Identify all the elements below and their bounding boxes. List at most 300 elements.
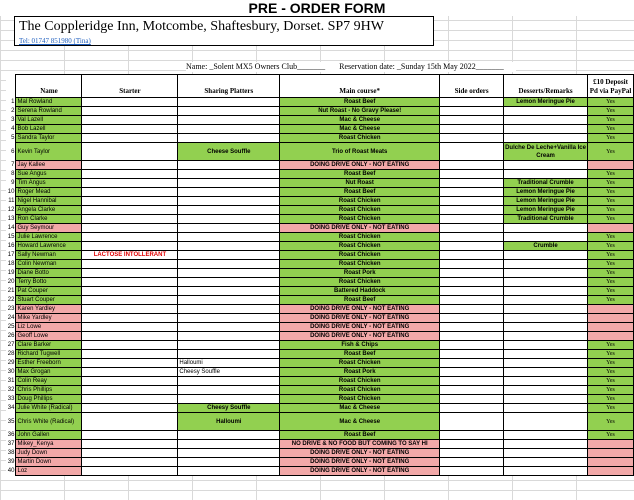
cell-deposit[interactable]: Yes (588, 296, 634, 305)
cell-dessert[interactable]: Crumble (504, 242, 588, 251)
cell-side-orders[interactable] (440, 170, 504, 179)
cell-main-course[interactable]: Nut Roast - No Gravy Please! (280, 107, 440, 116)
cell-sharing[interactable] (178, 440, 280, 449)
table-row[interactable] (6, 404, 634, 413)
cell-side-orders[interactable] (440, 368, 504, 377)
cell-starter[interactable] (82, 350, 178, 359)
cell-name[interactable]: Mikey_Kenya (16, 440, 82, 449)
table-row[interactable] (6, 440, 634, 449)
cell-starter[interactable] (82, 458, 178, 467)
cell-main-course[interactable]: Roast Beef (280, 188, 440, 197)
cell-side-orders[interactable] (440, 188, 504, 197)
cell-name[interactable]: Doug Phillips (16, 395, 82, 404)
table-row[interactable] (6, 197, 634, 206)
cell-name[interactable]: Pat Couper (16, 287, 82, 296)
cell-side-orders[interactable] (440, 386, 504, 395)
cell-name[interactable]: Bob Lazell (16, 125, 82, 134)
cell-dessert[interactable] (504, 278, 588, 287)
cell-main-course[interactable]: Roast Beef (280, 170, 440, 179)
cell-name[interactable]: Karen Yardley (16, 305, 82, 314)
cell-dessert[interactable] (504, 161, 588, 170)
table-row[interactable] (6, 170, 634, 179)
cell-sharing[interactable] (178, 377, 280, 386)
cell-dessert[interactable] (504, 413, 588, 431)
table-row[interactable] (6, 467, 634, 476)
cell-deposit[interactable]: Yes (588, 386, 634, 395)
cell-main-course[interactable]: DOING DRIVE ONLY - NOT EATING (280, 467, 440, 476)
table-row[interactable] (6, 314, 634, 323)
cell-sharing[interactable]: Cheesy Souffle (178, 368, 280, 377)
cell-name[interactable]: Richard Tugwell (16, 350, 82, 359)
cell-starter[interactable] (82, 323, 178, 332)
cell-side-orders[interactable] (440, 449, 504, 458)
cell-starter[interactable] (82, 224, 178, 233)
table-row[interactable] (6, 260, 634, 269)
table-row[interactable] (6, 449, 634, 458)
table-row[interactable] (6, 179, 634, 188)
cell-main-course[interactable]: Roast Chicken (280, 260, 440, 269)
cell-dessert[interactable] (504, 341, 588, 350)
table-row[interactable] (6, 413, 634, 431)
cell-name[interactable]: Chris Phillips (16, 386, 82, 395)
cell-starter[interactable] (82, 242, 178, 251)
cell-name[interactable]: Julie Lawrence (16, 233, 82, 242)
cell-main-course[interactable]: Roast Pork (280, 368, 440, 377)
cell-sharing[interactable] (178, 323, 280, 332)
cell-starter[interactable] (82, 440, 178, 449)
cell-sharing[interactable] (178, 395, 280, 404)
cell-sharing[interactable] (178, 269, 280, 278)
cell-side-orders[interactable] (440, 404, 504, 413)
cell-main-course[interactable]: Roast Chicken (280, 359, 440, 368)
table-row[interactable] (6, 323, 634, 332)
cell-dessert[interactable] (504, 323, 588, 332)
cell-deposit[interactable] (588, 440, 634, 449)
cell-side-orders[interactable] (440, 287, 504, 296)
cell-sharing[interactable] (178, 350, 280, 359)
cell-sharing[interactable] (178, 314, 280, 323)
cell-dessert[interactable] (504, 125, 588, 134)
cell-starter[interactable] (82, 431, 178, 440)
cell-deposit[interactable] (588, 449, 634, 458)
cell-sharing[interactable]: Cheesy Souffle (178, 404, 280, 413)
cell-name[interactable]: Tim Angus (16, 179, 82, 188)
cell-dessert[interactable] (504, 458, 588, 467)
cell-deposit[interactable]: Yes (588, 125, 634, 134)
cell-main-course[interactable]: Roast Chicken (280, 377, 440, 386)
cell-main-course[interactable]: Roast Chicken (280, 395, 440, 404)
cell-starter[interactable] (82, 125, 178, 134)
cell-sharing[interactable] (178, 134, 280, 143)
cell-deposit[interactable]: Yes (588, 377, 634, 386)
cell-starter[interactable] (82, 296, 178, 305)
cell-name[interactable]: Esther Freeborn (16, 359, 82, 368)
cell-name[interactable]: Serena Rowland (16, 107, 82, 116)
cell-side-orders[interactable] (440, 395, 504, 404)
cell-starter[interactable] (82, 449, 178, 458)
table-row[interactable] (6, 287, 634, 296)
cell-starter[interactable] (82, 233, 178, 242)
cell-deposit[interactable]: Yes (588, 170, 634, 179)
table-row[interactable] (6, 251, 634, 260)
cell-starter[interactable] (82, 98, 178, 107)
table-row[interactable] (6, 377, 634, 386)
cell-sharing[interactable] (178, 161, 280, 170)
cell-dessert[interactable] (504, 260, 588, 269)
cell-deposit[interactable]: Yes (588, 134, 634, 143)
cell-deposit[interactable]: Yes (588, 251, 634, 260)
cell-deposit[interactable] (588, 332, 634, 341)
cell-deposit[interactable] (588, 314, 634, 323)
cell-deposit[interactable]: Yes (588, 179, 634, 188)
cell-side-orders[interactable] (440, 197, 504, 206)
cell-side-orders[interactable] (440, 341, 504, 350)
cell-deposit[interactable]: Yes (588, 206, 634, 215)
cell-dessert[interactable] (504, 440, 588, 449)
cell-starter[interactable] (82, 359, 178, 368)
table-row[interactable] (6, 242, 634, 251)
cell-name[interactable]: Ron Clarke (16, 215, 82, 224)
cell-main-course[interactable]: Battered Haddock (280, 287, 440, 296)
table-row[interactable] (6, 368, 634, 377)
table-row[interactable] (6, 224, 634, 233)
cell-side-orders[interactable] (440, 107, 504, 116)
table-row[interactable] (6, 458, 634, 467)
cell-side-orders[interactable] (440, 251, 504, 260)
cell-dessert[interactable]: Traditional Crumble (504, 179, 588, 188)
cell-deposit[interactable]: Yes (588, 368, 634, 377)
cell-starter[interactable] (82, 134, 178, 143)
cell-name[interactable]: Julie White (Radical) (16, 404, 82, 413)
cell-main-course[interactable]: Roast Chicken (280, 206, 440, 215)
cell-sharing[interactable] (178, 449, 280, 458)
cell-side-orders[interactable] (440, 206, 504, 215)
cell-name[interactable]: Howard Lawrence (16, 242, 82, 251)
cell-starter[interactable] (82, 368, 178, 377)
cell-deposit[interactable]: Yes (588, 98, 634, 107)
cell-starter[interactable] (82, 287, 178, 296)
cell-dessert[interactable] (504, 368, 588, 377)
cell-starter[interactable] (82, 107, 178, 116)
cell-deposit[interactable] (588, 458, 634, 467)
cell-name[interactable]: Nigel Hannibal (16, 197, 82, 206)
cell-side-orders[interactable] (440, 224, 504, 233)
cell-name[interactable]: Chris White (Radical) (16, 413, 82, 431)
cell-starter[interactable] (82, 395, 178, 404)
cell-dessert[interactable] (504, 107, 588, 116)
cell-side-orders[interactable] (440, 458, 504, 467)
cell-side-orders[interactable] (440, 314, 504, 323)
cell-side-orders[interactable] (440, 359, 504, 368)
cell-starter[interactable] (82, 377, 178, 386)
cell-main-course[interactable]: Mac & Cheese (280, 413, 440, 431)
cell-starter[interactable] (82, 116, 178, 125)
cell-dessert[interactable] (504, 251, 588, 260)
cell-side-orders[interactable] (440, 125, 504, 134)
cell-deposit[interactable] (588, 305, 634, 314)
cell-name[interactable]: Angela Clarke (16, 206, 82, 215)
table-row[interactable] (6, 125, 634, 134)
table-row[interactable] (6, 359, 634, 368)
cell-sharing[interactable] (178, 467, 280, 476)
cell-main-course[interactable]: Roast Beef (280, 98, 440, 107)
cell-main-course[interactable]: Mac & Cheese (280, 404, 440, 413)
table-row[interactable] (6, 116, 634, 125)
cell-name[interactable]: Clare Barker (16, 341, 82, 350)
cell-name[interactable]: Sandra Taylor (16, 134, 82, 143)
cell-main-course[interactable]: Roast Chicken (280, 386, 440, 395)
cell-main-course[interactable]: Roast Beef (280, 296, 440, 305)
table-row[interactable] (6, 305, 634, 314)
cell-main-course[interactable]: Roast Chicken (280, 242, 440, 251)
cell-side-orders[interactable] (440, 116, 504, 125)
cell-dessert[interactable]: Lemon Meringue Pie (504, 98, 588, 107)
cell-name[interactable]: John Gallen (16, 431, 82, 440)
cell-side-orders[interactable] (440, 332, 504, 341)
cell-dessert[interactable] (504, 287, 588, 296)
cell-deposit[interactable]: Yes (588, 260, 634, 269)
cell-side-orders[interactable] (440, 323, 504, 332)
cell-deposit[interactable] (588, 323, 634, 332)
cell-deposit[interactable]: Yes (588, 404, 634, 413)
cell-side-orders[interactable] (440, 179, 504, 188)
cell-deposit[interactable] (588, 224, 634, 233)
cell-main-course[interactable]: DOING DRIVE ONLY - NOT EATING (280, 332, 440, 341)
table-row[interactable] (6, 296, 634, 305)
cell-main-course[interactable]: Mac & Cheese (280, 116, 440, 125)
table-row[interactable] (6, 395, 634, 404)
cell-main-course[interactable]: Roast Beef (280, 431, 440, 440)
cell-name[interactable]: Jay Kallee (16, 161, 82, 170)
cell-name[interactable]: Martin Down (16, 458, 82, 467)
cell-dessert[interactable]: Lemon Meringue Pie (504, 206, 588, 215)
cell-sharing[interactable] (178, 278, 280, 287)
cell-name[interactable]: Val Lazell (16, 116, 82, 125)
cell-starter[interactable] (82, 341, 178, 350)
cell-deposit[interactable]: Yes (588, 278, 634, 287)
cell-name[interactable]: Colin Newman (16, 260, 82, 269)
cell-deposit[interactable]: Yes (588, 269, 634, 278)
cell-sharing[interactable] (178, 296, 280, 305)
cell-main-course[interactable]: Nut Roast (280, 179, 440, 188)
cell-main-course[interactable]: Roast Chicken (280, 233, 440, 242)
cell-deposit[interactable]: Yes (588, 143, 634, 161)
cell-main-course[interactable]: Fish & Chips (280, 341, 440, 350)
cell-deposit[interactable]: Yes (588, 359, 634, 368)
cell-main-course[interactable]: Roast Pork (280, 269, 440, 278)
cell-sharing[interactable]: Halloumi (178, 413, 280, 431)
cell-sharing[interactable] (178, 386, 280, 395)
cell-starter[interactable] (82, 269, 178, 278)
cell-name[interactable]: Guy Seymour (16, 224, 82, 233)
table-row[interactable] (6, 215, 634, 224)
cell-dessert[interactable] (504, 314, 588, 323)
cell-side-orders[interactable] (440, 134, 504, 143)
cell-main-course[interactable]: Trio of Roast Meats (280, 143, 440, 161)
cell-dessert[interactable] (504, 233, 588, 242)
cell-deposit[interactable]: Yes (588, 350, 634, 359)
cell-name[interactable]: Colin Reay (16, 377, 82, 386)
cell-side-orders[interactable] (440, 305, 504, 314)
cell-side-orders[interactable] (440, 278, 504, 287)
cell-sharing[interactable] (178, 458, 280, 467)
cell-dessert[interactable] (504, 386, 588, 395)
cell-deposit[interactable]: Yes (588, 395, 634, 404)
cell-name[interactable]: Judy Down (16, 449, 82, 458)
cell-name[interactable]: Loz (16, 467, 82, 476)
cell-sharing[interactable] (178, 431, 280, 440)
cell-dessert[interactable] (504, 170, 588, 179)
cell-main-course[interactable]: Roast Chicken (280, 134, 440, 143)
cell-starter[interactable] (82, 188, 178, 197)
cell-deposit[interactable]: Yes (588, 242, 634, 251)
cell-sharing[interactable] (178, 287, 280, 296)
cell-dessert[interactable] (504, 449, 588, 458)
cell-main-course[interactable]: Roast Chicken (280, 278, 440, 287)
cell-starter[interactable] (82, 260, 178, 269)
cell-main-course[interactable]: Roast Chicken (280, 197, 440, 206)
cell-name[interactable]: Mike Yardley (16, 314, 82, 323)
cell-dessert[interactable]: Traditional Crumble (504, 215, 588, 224)
table-row[interactable] (6, 233, 634, 242)
cell-deposit[interactable]: Yes (588, 287, 634, 296)
table-row[interactable] (6, 134, 634, 143)
table-row[interactable] (6, 161, 634, 170)
cell-main-course[interactable]: NO DRIVE & NO FOOD BUT COMING TO SAY HI (280, 440, 440, 449)
cell-deposit[interactable]: Yes (588, 107, 634, 116)
cell-dessert[interactable] (504, 350, 588, 359)
cell-side-orders[interactable] (440, 161, 504, 170)
cell-main-course[interactable]: DOING DRIVE ONLY - NOT EATING (280, 224, 440, 233)
cell-sharing[interactable]: Halloumi (178, 359, 280, 368)
cell-starter[interactable] (82, 170, 178, 179)
table-row[interactable] (6, 332, 634, 341)
cell-dessert[interactable] (504, 404, 588, 413)
cell-deposit[interactable]: Yes (588, 215, 634, 224)
table-row[interactable] (6, 107, 634, 116)
cell-sharing[interactable] (178, 206, 280, 215)
cell-main-course[interactable]: DOING DRIVE ONLY - NOT EATING (280, 161, 440, 170)
cell-dessert[interactable] (504, 332, 588, 341)
cell-sharing[interactable] (178, 188, 280, 197)
cell-deposit[interactable]: Yes (588, 341, 634, 350)
cell-deposit[interactable] (588, 161, 634, 170)
inn-telephone-link[interactable]: Tel: 01747 851980 (Tina) (19, 37, 91, 45)
cell-side-orders[interactable] (440, 242, 504, 251)
cell-side-orders[interactable] (440, 296, 504, 305)
cell-dessert[interactable]: Lemon Meringue Pie (504, 188, 588, 197)
cell-deposit[interactable]: Yes (588, 233, 634, 242)
cell-main-course[interactable]: Roast Beef (280, 350, 440, 359)
cell-starter[interactable] (82, 413, 178, 431)
cell-sharing[interactable] (178, 179, 280, 188)
table-row[interactable] (6, 269, 634, 278)
cell-deposit[interactable]: Yes (588, 197, 634, 206)
cell-sharing[interactable] (178, 260, 280, 269)
cell-dessert[interactable] (504, 467, 588, 476)
cell-side-orders[interactable] (440, 269, 504, 278)
cell-name[interactable]: Stuart Couper (16, 296, 82, 305)
cell-dessert[interactable] (504, 134, 588, 143)
cell-main-course[interactable]: Roast Chicken (280, 215, 440, 224)
cell-deposit[interactable]: Yes (588, 413, 634, 431)
cell-starter[interactable] (82, 386, 178, 395)
cell-sharing[interactable]: Cheese Souffle (178, 143, 280, 161)
table-row[interactable] (6, 143, 634, 161)
cell-sharing[interactable] (178, 251, 280, 260)
cell-name[interactable]: Sally Newman (16, 251, 82, 260)
cell-sharing[interactable] (178, 341, 280, 350)
cell-name[interactable]: Roger Mead (16, 188, 82, 197)
cell-dessert[interactable] (504, 395, 588, 404)
cell-sharing[interactable] (178, 224, 280, 233)
cell-side-orders[interactable] (440, 260, 504, 269)
cell-name[interactable]: Sue Angus (16, 170, 82, 179)
cell-starter[interactable] (82, 143, 178, 161)
cell-main-course[interactable]: DOING DRIVE ONLY - NOT EATING (280, 449, 440, 458)
cell-starter[interactable] (82, 278, 178, 287)
cell-main-course[interactable]: DOING DRIVE ONLY - NOT EATING (280, 323, 440, 332)
cell-dessert[interactable] (504, 269, 588, 278)
cell-sharing[interactable] (178, 107, 280, 116)
cell-starter[interactable] (82, 179, 178, 188)
cell-starter[interactable] (82, 314, 178, 323)
table-row[interactable] (6, 98, 634, 107)
cell-sharing[interactable] (178, 332, 280, 341)
cell-starter[interactable] (82, 215, 178, 224)
cell-deposit[interactable]: Yes (588, 116, 634, 125)
cell-sharing[interactable] (178, 197, 280, 206)
cell-side-orders[interactable] (440, 440, 504, 449)
cell-starter[interactable] (82, 332, 178, 341)
cell-side-orders[interactable] (440, 233, 504, 242)
table-row[interactable] (6, 350, 634, 359)
cell-name[interactable]: Kevin Taylor (16, 143, 82, 161)
cell-dessert[interactable] (504, 431, 588, 440)
cell-dessert[interactable] (504, 296, 588, 305)
cell-dessert[interactable] (504, 377, 588, 386)
cell-dessert[interactable] (504, 359, 588, 368)
cell-sharing[interactable] (178, 233, 280, 242)
cell-starter[interactable] (82, 197, 178, 206)
cell-name[interactable]: Liz Lowe (16, 323, 82, 332)
cell-side-orders[interactable] (440, 413, 504, 431)
cell-dessert[interactable] (504, 116, 588, 125)
cell-sharing[interactable] (178, 125, 280, 134)
cell-starter[interactable] (82, 161, 178, 170)
cell-name[interactable]: Mal Rowland (16, 98, 82, 107)
cell-starter[interactable] (82, 305, 178, 314)
cell-starter[interactable]: LACTOSE INTOLLERANT (82, 251, 178, 260)
table-row[interactable] (6, 188, 634, 197)
cell-dessert[interactable] (504, 305, 588, 314)
cell-name[interactable]: Diane Botto (16, 269, 82, 278)
cell-deposit[interactable] (588, 467, 634, 476)
cell-side-orders[interactable] (440, 377, 504, 386)
cell-side-orders[interactable] (440, 98, 504, 107)
cell-name[interactable]: Geoff Lowe (16, 332, 82, 341)
cell-dessert[interactable] (504, 224, 588, 233)
cell-side-orders[interactable] (440, 431, 504, 440)
cell-deposit[interactable]: Yes (588, 188, 634, 197)
cell-dessert[interactable]: Lemon Meringue Pie (504, 197, 588, 206)
cell-sharing[interactable] (178, 116, 280, 125)
cell-deposit[interactable]: Yes (588, 431, 634, 440)
table-row[interactable] (6, 206, 634, 215)
table-row[interactable] (6, 431, 634, 440)
table-row[interactable] (6, 386, 634, 395)
cell-side-orders[interactable] (440, 467, 504, 476)
